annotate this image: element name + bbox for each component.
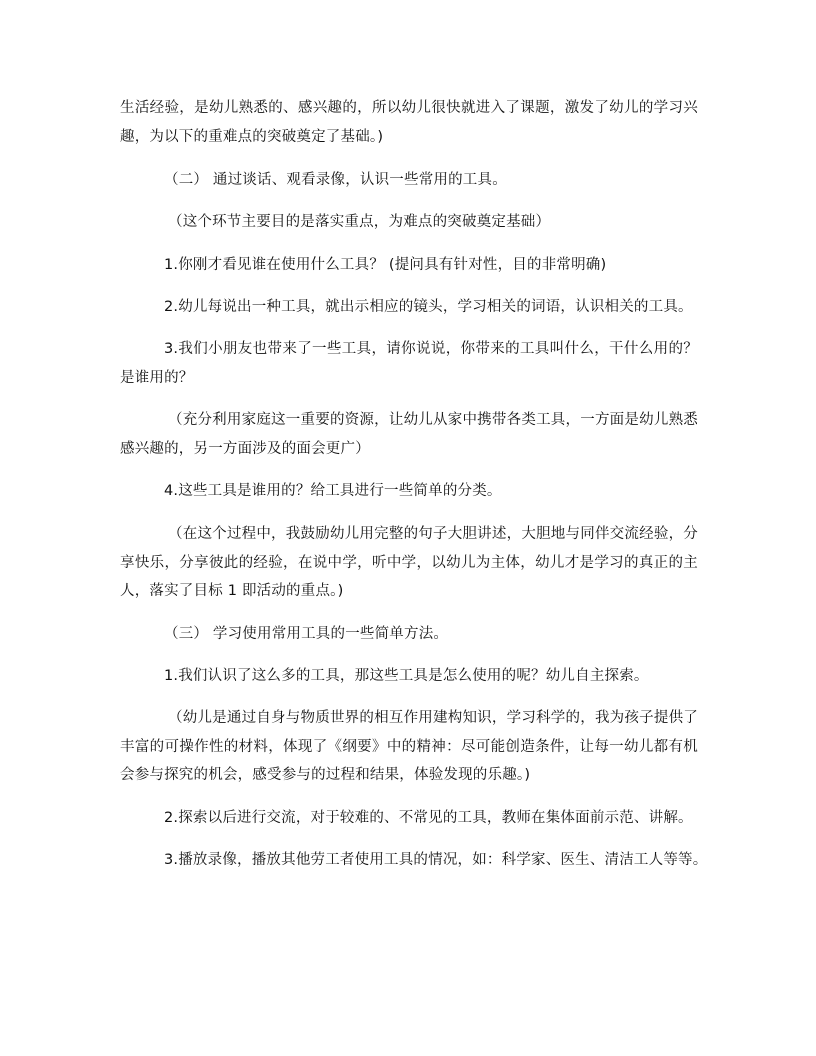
section-heading-2: （二） 通过谈话、观看录像，认识一些常用的工具。 <box>164 172 507 188</box>
list-item: 2.探索以后进行交流，对于较难的、不常见的工具，教师在集体面前示范、讲解。 <box>164 810 693 826</box>
paragraph-note: （这个环节主要目的是落实重点，为难点的突破奠定基础） <box>168 214 551 230</box>
list-item: 3.我们小朋友也带来了一些工具，请你说说，你带来的工具叫什么，干什么用的？是谁用的？ <box>120 341 698 386</box>
list-item: 4.这些工具是谁用的？给工具进行一些简单的分类。 <box>164 483 502 499</box>
list-item: 1.我们认识了这么多的工具，那这些工具是怎么使用的呢？幼儿自主探索。 <box>164 668 649 684</box>
paragraph-continuation: 生活经验，是幼儿熟悉的、感兴趣的，所以幼儿很快就进入了课题，激发了幼儿的学习兴趣，为以下的重难点的突破奠定了基础。) <box>120 100 698 145</box>
section-heading-3: （三） 学习使用常用工具的一些简单方法。 <box>164 626 449 642</box>
paragraph-note: （充分利用家庭这一重要的资源，让幼儿从家中携带各类工具，一方面是幼儿熟悉感兴趣的，另一方面涉及的面会更广） <box>120 412 698 457</box>
list-item: 1.你刚才看见谁在使用什么工具？ (提问具有针对性，目的非常明确) <box>164 257 607 273</box>
list-item: 2.幼儿每说出一种工具，就出示相应的镜头，学习相关的词语，认识相关的工具。 <box>164 299 693 315</box>
list-item: 3.播放录像，播放其他劳工者使用工具的情况，如：科学家、医生、清洁工人等等。 <box>164 852 708 868</box>
paragraph-note: （在这个过程中，我鼓励幼儿用完整的句子大胆讲述，大胆地与同伴交流经验，分享快乐，分享彼此的经验，在说中学，听中学，以幼儿为主体，幼儿才是学习的真正的主人，落实了目标 1 即活动的重点。) <box>120 526 698 599</box>
paragraph-note: （幼儿是通过自身与物质世界的相互作用建构知识，学习科学的，我为孩子提供了丰富的可操作性的材料，体现了《纲要》中的精神：尽可能创造条件，让每一幼儿都有机会参与探究的机会，感受参与的过程和结果，体验发现的乐趣。) <box>120 710 698 783</box>
